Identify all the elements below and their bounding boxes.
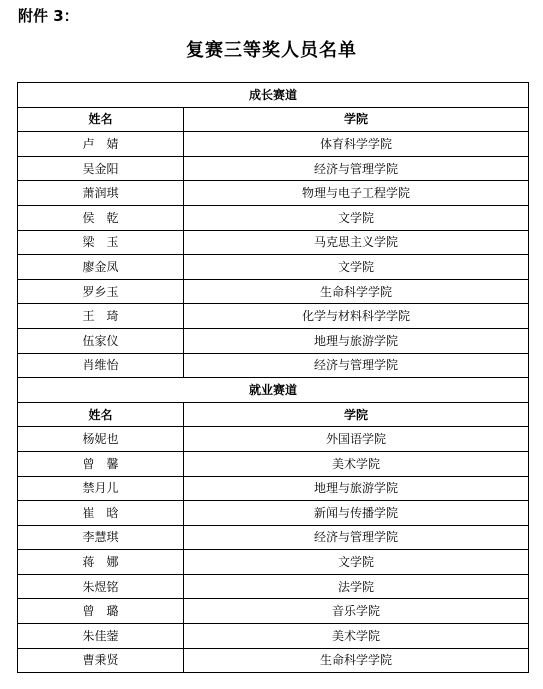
document-title: 复赛三等奖人员名单 <box>186 40 357 61</box>
college-cell: 外国语学院 <box>184 427 529 452</box>
college-cell: 生命科学学院 <box>184 279 529 304</box>
name-cell: 朱佳蓥 <box>18 624 184 649</box>
college-cell: 文学院 <box>184 205 529 230</box>
name-cell: 禁月儿 <box>18 476 184 501</box>
section-title: 成长赛道 <box>18 83 529 108</box>
college-cell: 经济与管理学院 <box>184 353 529 378</box>
header-row <box>18 107 529 132</box>
name-cell: 肖维怡 <box>18 353 184 378</box>
name-cell: 朱煜铭 <box>18 574 184 599</box>
college-cell: 文学院 <box>184 550 529 575</box>
attachment-label: 附件 3： <box>18 7 79 25</box>
awardee-table <box>17 82 529 673</box>
name-cell: 吴金阳 <box>18 156 184 181</box>
name-column-header: 姓名 <box>18 107 184 132</box>
table-row <box>18 279 529 304</box>
name-cell: 梁 玉 <box>18 230 184 255</box>
name-cell: 杨妮也 <box>18 427 184 452</box>
table-row <box>18 181 529 206</box>
table-row <box>18 648 529 673</box>
college-cell: 美术学院 <box>184 451 529 476</box>
college-cell: 美术学院 <box>184 624 529 649</box>
table-row <box>18 205 529 230</box>
table-row <box>18 353 529 378</box>
name-cell: 罗乡玉 <box>18 279 184 304</box>
name-cell: 廖金凤 <box>18 255 184 280</box>
college-cell: 体育科学学院 <box>184 132 529 157</box>
table-row <box>18 525 529 550</box>
name-cell: 曾 璐 <box>18 599 184 624</box>
table-row <box>18 550 529 575</box>
table-row <box>18 501 529 526</box>
table-row <box>18 624 529 649</box>
table-row <box>18 304 529 329</box>
section-title: 就业赛道 <box>18 378 529 403</box>
name-cell: 蒋 娜 <box>18 550 184 575</box>
college-cell: 新闻与传播学院 <box>184 501 529 526</box>
table-row <box>18 574 529 599</box>
name-cell: 曹秉贤 <box>18 648 184 673</box>
table-row <box>18 132 529 157</box>
name-cell: 崔 晗 <box>18 501 184 526</box>
college-cell: 马克思主义学院 <box>184 230 529 255</box>
header-row <box>18 402 529 427</box>
table-row <box>18 599 529 624</box>
name-cell: 萧润琪 <box>18 181 184 206</box>
section-row <box>18 378 529 403</box>
table-row <box>18 230 529 255</box>
table-row <box>18 255 529 280</box>
awardee-table-body <box>18 83 529 673</box>
name-cell: 伍家仪 <box>18 328 184 353</box>
college-column-header: 学院 <box>184 107 529 132</box>
college-cell: 化学与材料科学学院 <box>184 304 529 329</box>
name-cell: 王 琦 <box>18 304 184 329</box>
college-cell: 音乐学院 <box>184 599 529 624</box>
table-row <box>18 328 529 353</box>
college-cell: 物理与电子工程学院 <box>184 181 529 206</box>
college-cell: 地理与旅游学院 <box>184 328 529 353</box>
table-row <box>18 156 529 181</box>
name-cell: 卢 婧 <box>18 132 184 157</box>
college-cell: 地理与旅游学院 <box>184 476 529 501</box>
name-cell: 李慧琪 <box>18 525 184 550</box>
college-cell: 生命科学学院 <box>184 648 529 673</box>
table-row <box>18 476 529 501</box>
section-row <box>18 83 529 108</box>
college-cell: 文学院 <box>184 255 529 280</box>
college-cell: 经济与管理学院 <box>184 156 529 181</box>
table-row <box>18 451 529 476</box>
name-cell: 侯 乾 <box>18 205 184 230</box>
college-cell: 经济与管理学院 <box>184 525 529 550</box>
college-cell: 法学院 <box>184 574 529 599</box>
name-cell: 曾 馨 <box>18 451 184 476</box>
name-column-header: 姓名 <box>18 402 184 427</box>
table-row <box>18 427 529 452</box>
college-column-header: 学院 <box>184 402 529 427</box>
